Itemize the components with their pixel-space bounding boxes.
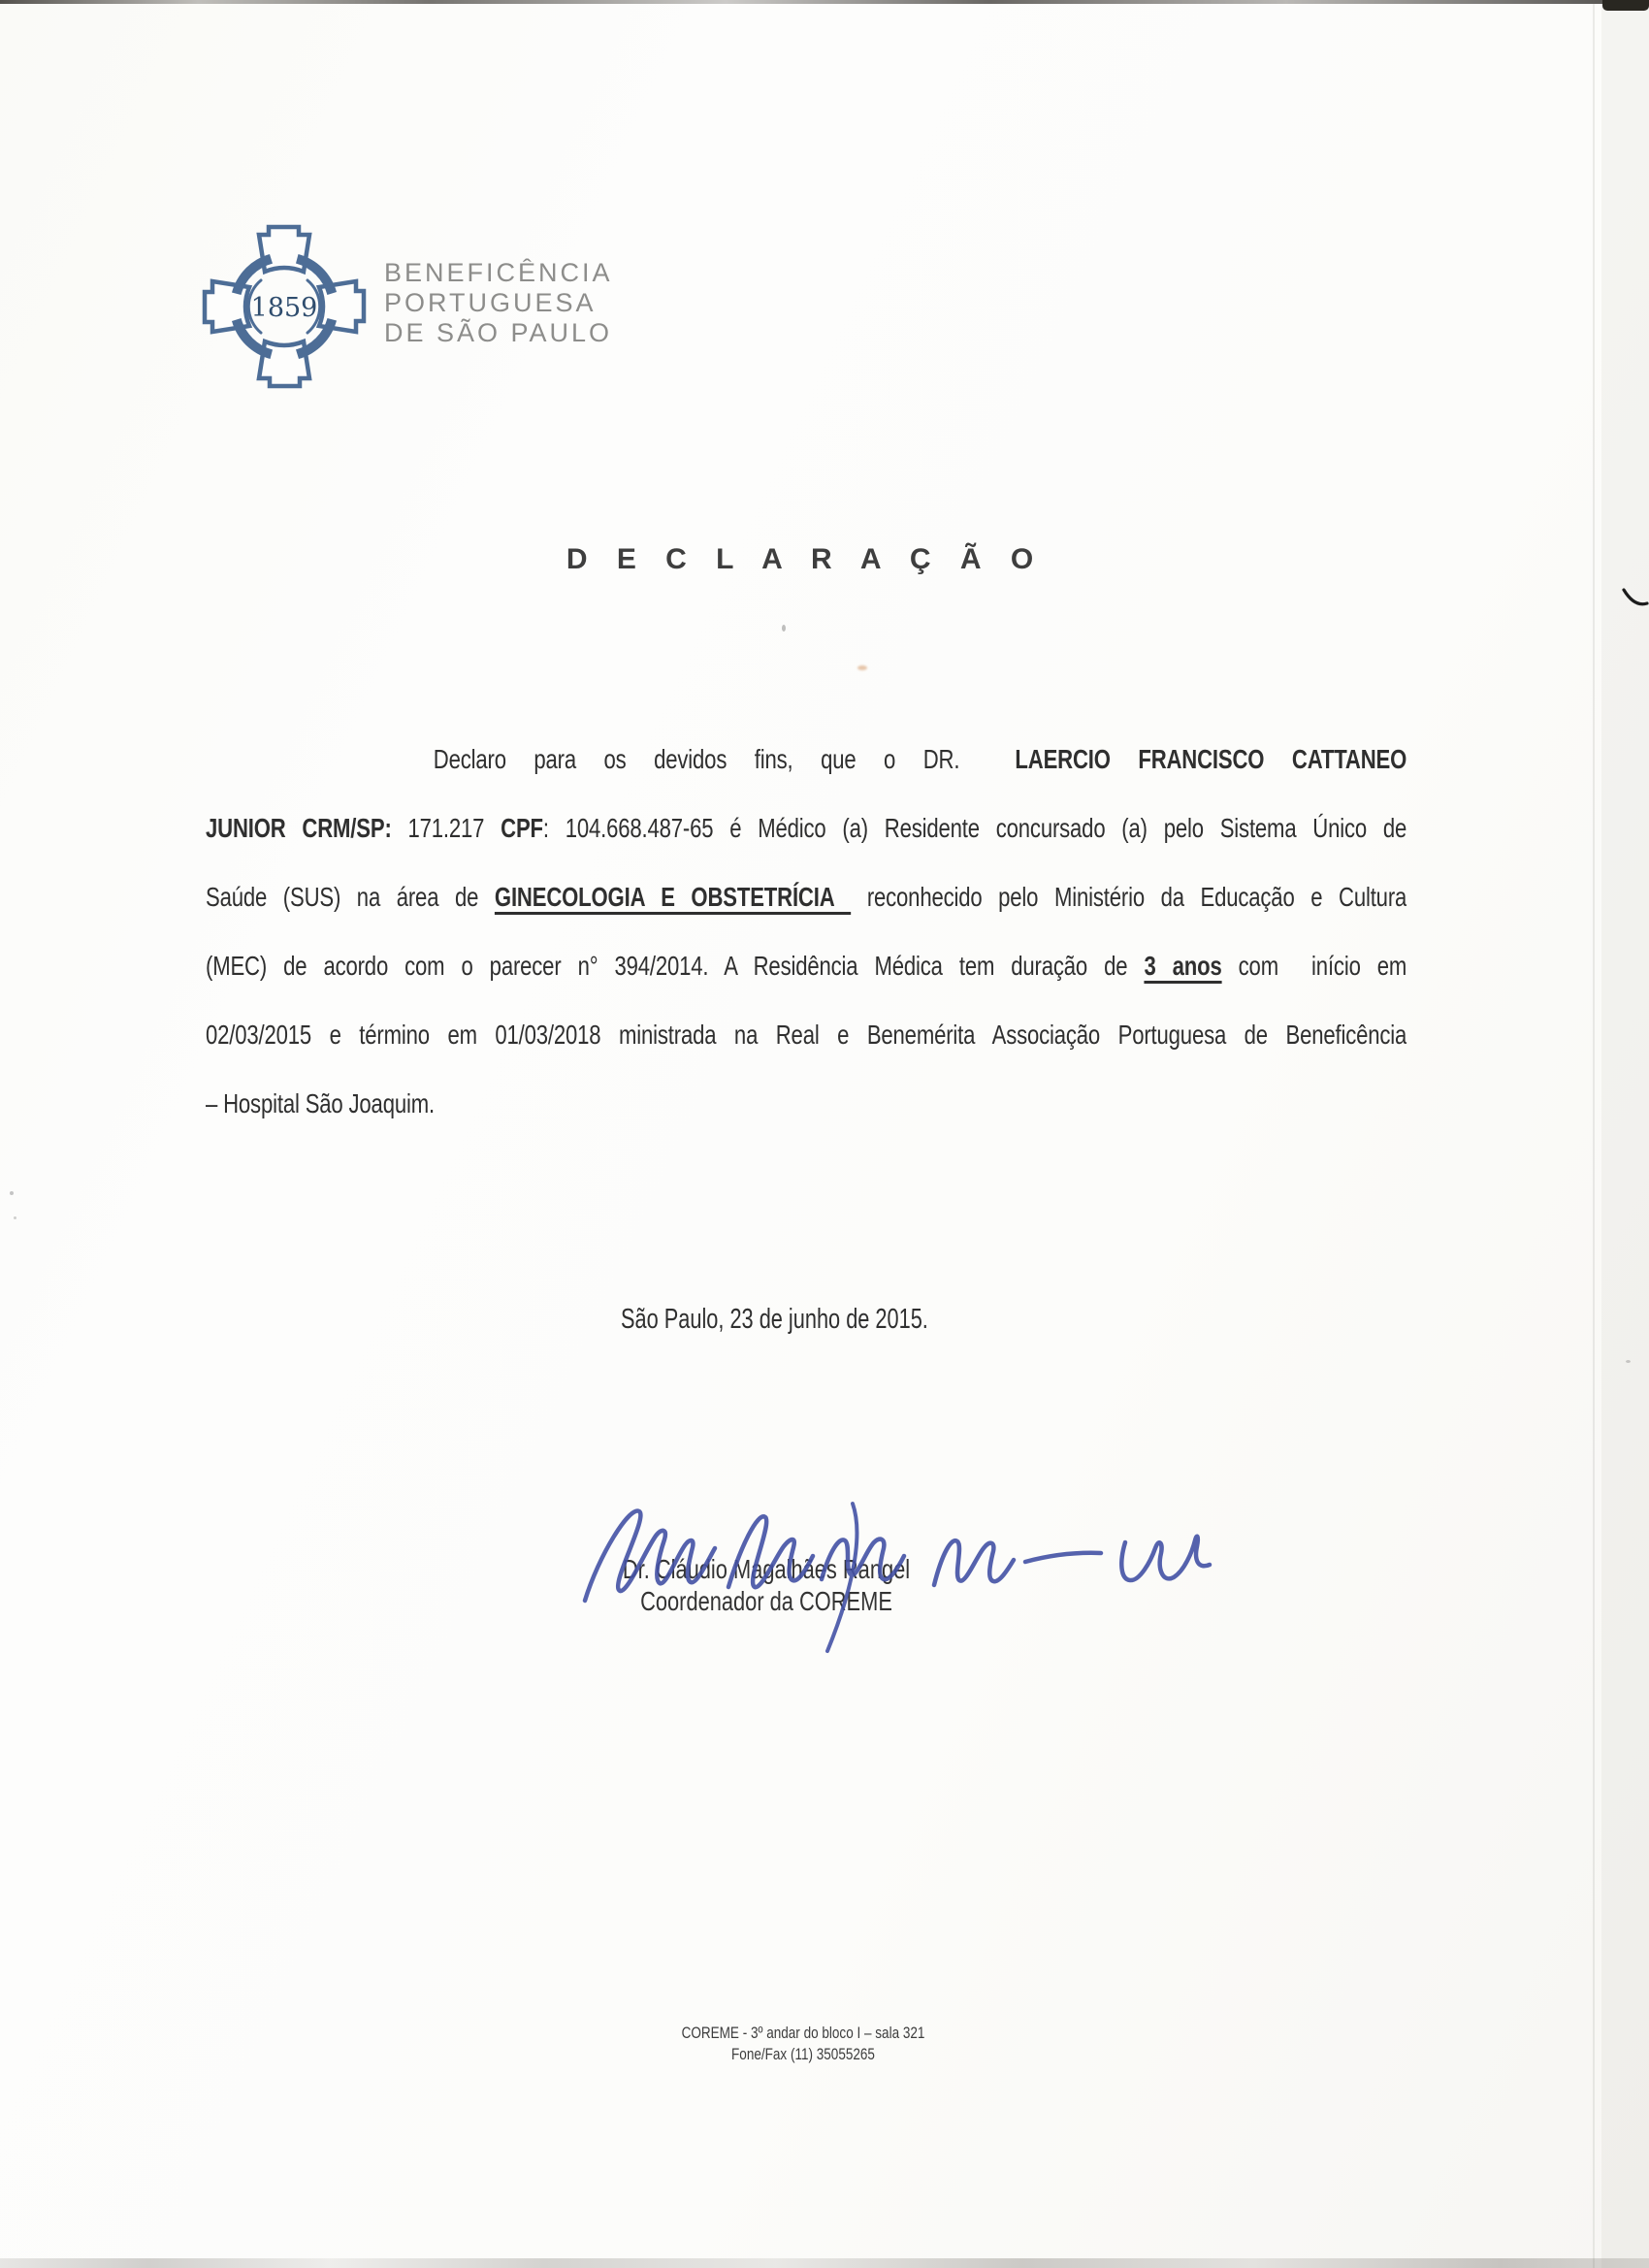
- declaration-body: [206, 725, 1406, 1138]
- logo-wordmark-line: DE SÃO PAULO: [384, 318, 613, 347]
- body-line: [206, 794, 1406, 862]
- handwritten-signature: [558, 1492, 1237, 1657]
- cpf-label: CPF: [501, 813, 543, 843]
- logo-wordmark-line: PORTUGUESA: [384, 288, 597, 317]
- body-line: [206, 1000, 1406, 1069]
- logo-wordmark-line: BENEFICÊNCIA: [384, 258, 613, 287]
- footer: [405, 2024, 1201, 2065]
- crm-number: 171.217: [391, 813, 501, 843]
- document-title: D E C L A R A Ç Ã O: [566, 543, 1045, 575]
- footer-address: COREME - 3º andar do bloco I – sala 321: [681, 2025, 925, 2042]
- signer-role: Coordenador da COREME: [640, 1586, 892, 1616]
- body-line: [206, 862, 1406, 931]
- body-text-segment: 02/03/2015 e término em 01/03/2018 ministrada na Real e Benemérita Associação Portuguesa de Beneficência: [206, 1020, 1407, 1050]
- body-line: [206, 725, 1406, 794]
- body-text-segment: Saúde (SUS) na área de: [206, 882, 495, 912]
- specialty-name: GINECOLOGIA E OBSTETRÍCIA: [494, 882, 852, 912]
- scan-artifact-right-band: [1601, 0, 1649, 2268]
- scan-speck: [14, 1216, 16, 1219]
- logo-wordmark: [384, 258, 613, 348]
- body-text-segment: – Hospital São Joaquim.: [206, 1088, 435, 1118]
- footer-phone: Fone/Fax (11) 35055265: [731, 2045, 875, 2063]
- doctor-name: LAERCIO FRANCISCO CATTANEO: [1015, 744, 1407, 774]
- date-line: São Paulo, 23 de junho de 2015.: [621, 1304, 928, 1335]
- duration-value: 3 anos: [1144, 951, 1222, 981]
- signer-name: Dr. Cláudio Magalhães Rangel: [622, 1554, 911, 1584]
- body-text-segment: : 104.668.487-65 é Médico (a) Residente concursado (a) pelo Sistema Único de: [542, 813, 1407, 843]
- logo-year: 1859: [250, 293, 318, 323]
- scan-speck: [10, 1191, 14, 1195]
- body-text-segment: com início em: [1221, 951, 1407, 981]
- scan-artifact-bottom-edge: [0, 2258, 1649, 2268]
- body-text-segment: (MEC) de acordo com o parecer n° 394/2014. A Residência Médica tem duração de: [206, 951, 1145, 981]
- body-line: [206, 1069, 1406, 1138]
- body-text-segment: reconhecido pelo Ministério da Educação e Cultura: [851, 882, 1407, 912]
- scan-speck: [857, 665, 867, 670]
- crm-label: JUNIOR CRM/SP:: [206, 813, 392, 843]
- body-text-segment: Declaro para os devidos fins, que o DR.: [433, 744, 1016, 774]
- scan-speck: [1626, 1360, 1631, 1363]
- scan-speck: [782, 625, 786, 632]
- beneficencia-cross-logo: [199, 218, 378, 398]
- scan-artifact-right-crease: [1593, 0, 1595, 2268]
- scan-artifact-top-edge: [0, 0, 1649, 4]
- body-line: [206, 931, 1406, 1000]
- scan-artifact-curl-mark: [1622, 588, 1649, 613]
